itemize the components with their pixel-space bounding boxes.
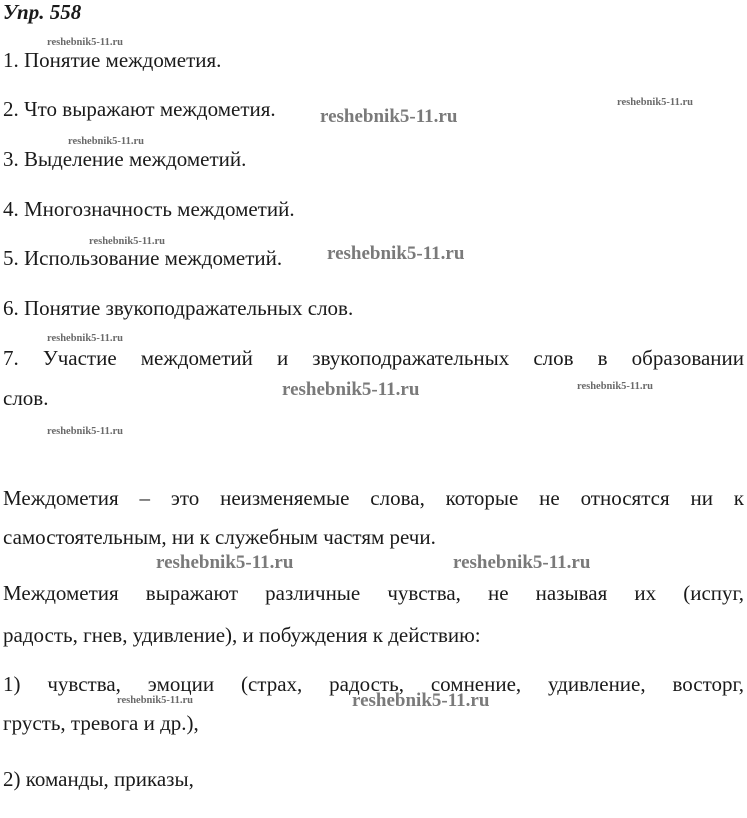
- watermark: reshebnik5-11.ru: [282, 379, 420, 400]
- watermark: reshebnik5-11.ru: [117, 695, 193, 706]
- answer-paragraph-line: радость, гнев, удивление), и побуждения к действию:: [3, 623, 481, 647]
- exercise-title: Упр. 558: [3, 0, 82, 24]
- outline-item: 7. Участие междометий и звукоподражательных слов в образовании: [3, 346, 744, 370]
- answer-paragraph-line: Междометия выражают различные чувства, не называя их (испуг,: [3, 581, 744, 605]
- outline-item: 6. Понятие звукоподражательных слов.: [3, 296, 354, 320]
- watermark: reshebnik5-11.ru: [47, 333, 123, 344]
- watermark: reshebnik5-11.ru: [47, 426, 123, 437]
- watermark: reshebnik5-11.ru: [453, 552, 591, 573]
- answer-paragraph-line: грусть, тревога и др.),: [3, 711, 199, 735]
- watermark: reshebnik5-11.ru: [47, 37, 123, 48]
- outline-item: 2. Что выражают междометия.: [3, 97, 276, 121]
- answer-paragraph-line: 2) команды, приказы,: [3, 767, 194, 791]
- outline-item: 5. Использование междометий.: [3, 246, 283, 270]
- watermark: reshebnik5-11.ru: [68, 136, 144, 147]
- watermark: reshebnik5-11.ru: [89, 236, 165, 247]
- outline-item: 3. Выделение междометий.: [3, 147, 247, 171]
- answer-paragraph-line: самостоятельным, ни к служебным частям речи.: [3, 525, 436, 549]
- outline-item-continuation: слов.: [3, 386, 49, 410]
- watermark: reshebnik5-11.ru: [617, 97, 693, 108]
- answer-paragraph-line: 1) чувства, эмоции (страх, радость, сомнение, удивление, восторг,: [3, 672, 744, 696]
- answer-paragraph-line: Междометия – это неизменяемые слова, которые не относятся ни к: [3, 486, 744, 510]
- watermark: reshebnik5-11.ru: [327, 243, 465, 264]
- watermark: reshebnik5-11.ru: [577, 381, 653, 392]
- outline-item: 1. Понятие междометия.: [3, 48, 222, 72]
- watermark: reshebnik5-11.ru: [320, 106, 458, 127]
- watermark: reshebnik5-11.ru: [352, 690, 490, 711]
- watermark: reshebnik5-11.ru: [156, 552, 294, 573]
- outline-item: 4. Многозначность междометий.: [3, 197, 295, 221]
